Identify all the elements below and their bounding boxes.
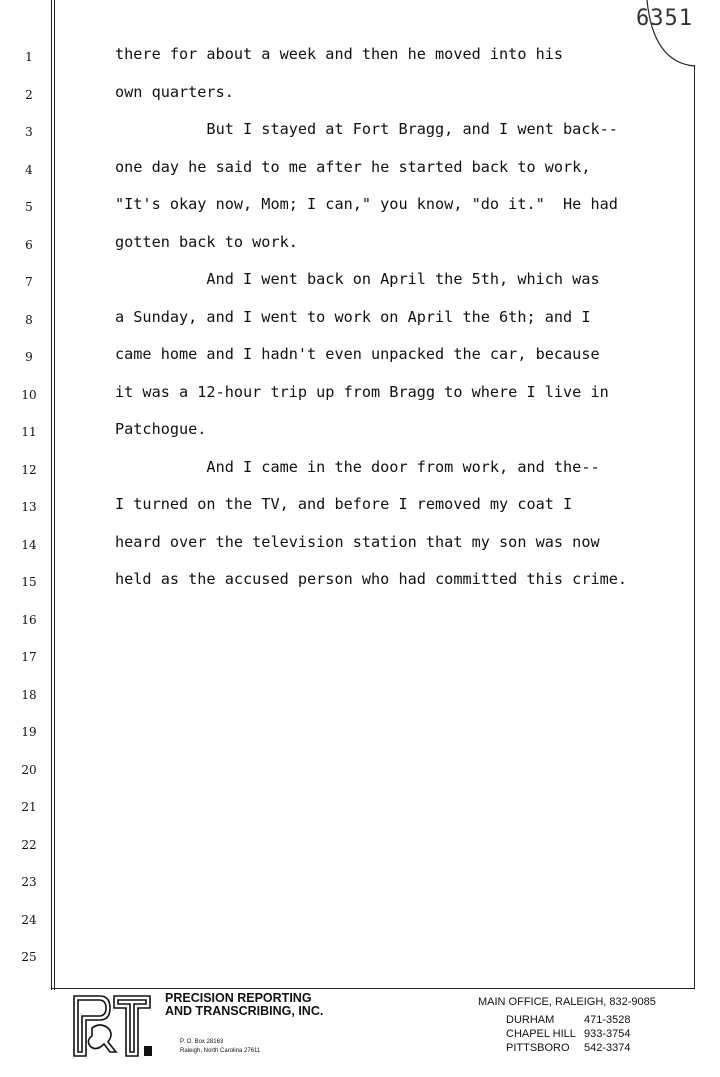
line-number: 12 [21,463,37,477]
firm-logo [70,992,156,1062]
transcript-line: And I came in the door from work, and the-- [115,458,600,476]
office-city: PITTSBORO [506,1042,570,1054]
line-number: 5 [25,200,33,214]
left-margin-rule-inner [54,0,55,990]
page-number: 6351 [636,6,693,31]
line-number: 24 [21,913,37,927]
line-number: 9 [25,350,33,364]
city-state: Raleigh, North Carolina 27611 [180,1048,261,1054]
transcript-line: Patchogue. [115,420,207,438]
line-number: 18 [21,688,37,702]
transcript-line: came home and I hadn't even unpacked the car, because [115,345,600,363]
line-number: 3 [25,125,33,139]
transcript-line: a Sunday, and I went to work on April the 6th; and I [115,308,591,326]
office-row [506,1014,631,1026]
line-number: 23 [21,875,37,889]
transcript-line: there for about a week and then he moved into his [115,45,564,63]
office-row [506,1042,631,1054]
line-number: 10 [21,388,37,402]
line-number: 17 [21,650,37,664]
line-number: 11 [21,425,37,439]
line-number: 20 [21,763,37,777]
office-city: CHAPEL HILL [506,1028,576,1040]
transcript-line: But I stayed at Fort Bragg, and I went back-- [115,120,618,138]
right-margin-rule [694,65,695,989]
line-number: 16 [21,613,37,627]
transcript-line: held as the accused person who had committed this crime. [115,570,628,588]
line-number: 14 [21,538,37,552]
transcript-line: own quarters. [115,83,234,101]
firm-name [165,992,323,1018]
transcript-line: it was a 12-hour trip up from Bragg to where I live in [115,383,609,401]
office-phone: 542-3374 [584,1042,631,1054]
transcript-line: "It's okay now, Mom; I can," you know, "do it." He had [115,195,618,213]
transcript-line: one day he said to me after he started back to work, [115,158,591,176]
main-office: MAIN OFFICE, RALEIGH, 832-9085 [478,996,656,1008]
transcript-line: gotten back to work. [115,233,298,251]
line-number: 2 [25,88,33,102]
line-number: 4 [25,163,33,177]
transcript-line: I turned on the TV, and before I removed my coat I [115,495,573,513]
firm-address [180,1038,260,1056]
office-city: DURHAM [506,1014,555,1026]
transcript-line: And I went back on April the 5th, which was [115,270,600,288]
office-phone: 471-3528 [584,1014,631,1026]
line-number: 22 [21,838,37,852]
line-number: 8 [25,313,33,327]
office-phone: 933-3754 [584,1028,631,1040]
line-number: 21 [21,800,37,814]
left-margin-rule [51,0,52,990]
firm-name-line2: AND TRANSCRIBING, INC. [165,1004,324,1018]
firm-name-line1: PRECISION REPORTING [165,991,312,1005]
bottom-margin-rule [51,988,695,989]
office-row [506,1028,631,1040]
line-number: 6 [25,238,33,252]
line-number: 7 [25,275,33,289]
line-number: 1 [25,50,33,64]
po-box: P. O. Box 28163 [180,1039,224,1045]
line-number: 13 [21,500,37,514]
transcript-line: heard over the television station that my son was now [115,533,600,551]
line-number: 25 [21,950,37,964]
line-number: 19 [21,725,37,739]
line-number: 15 [21,575,37,589]
